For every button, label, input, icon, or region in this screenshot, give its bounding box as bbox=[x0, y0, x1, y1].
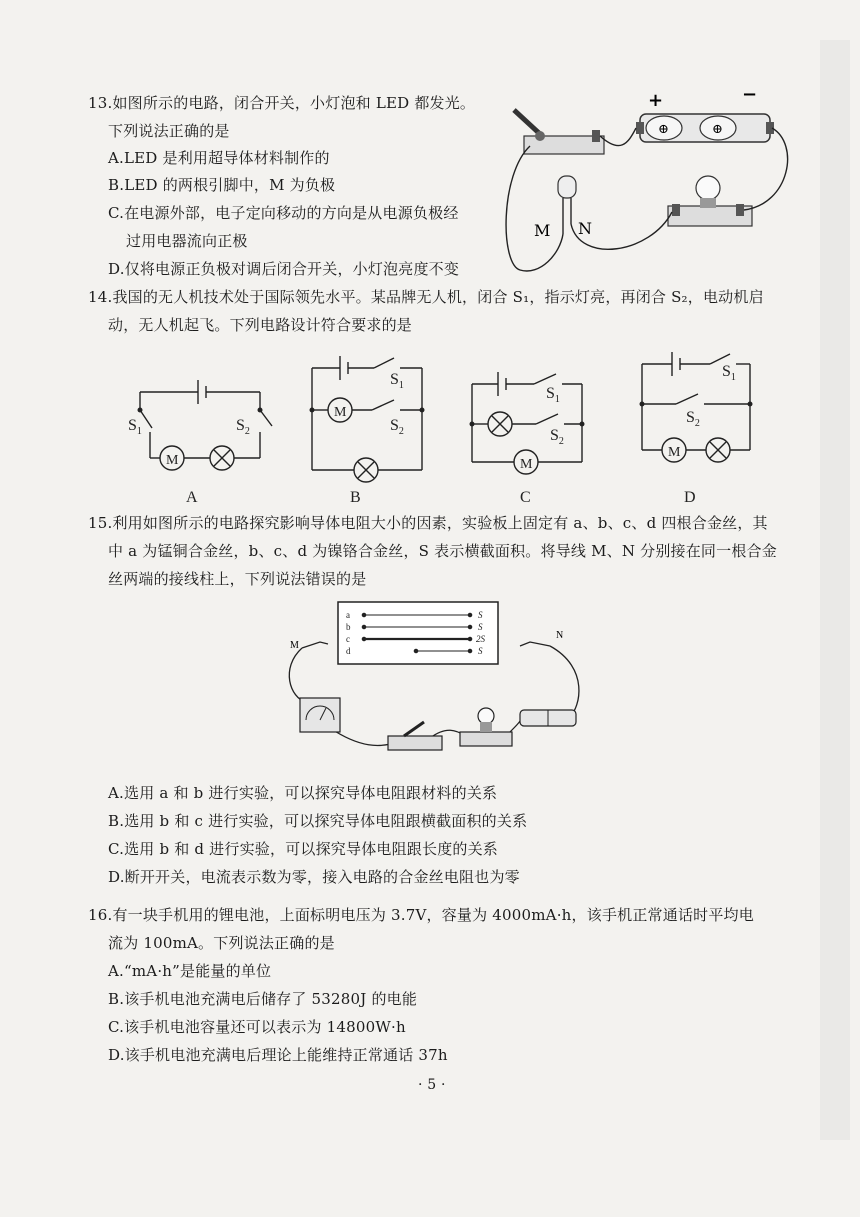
q16-option-a: A.“mA·h”是能量的单位 bbox=[108, 962, 272, 980]
q13-stem-line1: 13.如图所示的电路，闭合开关，小灯泡和 LED 都发光。 bbox=[88, 94, 476, 112]
q13-option-b: B.LED 的两根引脚中，M 为负极 bbox=[108, 176, 336, 194]
q14-label-b: B bbox=[350, 489, 361, 506]
q14-stem-line2: 动，无人机起飞。下列电路设计符合要求的是 bbox=[108, 316, 413, 334]
q15-stem-line1: 15.利用如图所示的电路探究影响导体电阻大小的因素，实验板上固定有 a、b、c、d 四根合金丝，其 bbox=[88, 514, 768, 532]
wire-c-area: 2S bbox=[476, 634, 485, 644]
battery-plus-mark-1: ⊕ bbox=[658, 122, 669, 137]
switch-hinge bbox=[535, 131, 545, 141]
q14-stem-line1: 14.我国的无人机技术处于国际领先水平。某品牌无人机，闭合 S₁，指示灯亮，再闭合 S₂，电动机启 bbox=[88, 288, 764, 306]
q15-option-d: D.断开开关，电流表示数为零，接入电路的合金丝电阻也为零 bbox=[108, 868, 520, 886]
q14-label-d: D bbox=[684, 489, 696, 506]
q16-stem-line1: 16.有一块手机用的锂电池，上面标明电压为 3.7V，容量为 4000mA·h，该手机正常通话时平均电 bbox=[88, 906, 754, 924]
a-s2-label: $S_2$ bbox=[236, 417, 250, 437]
q13-stem-line2: 下列说法正确的是 bbox=[108, 122, 230, 140]
page-number: · 5 · bbox=[418, 1077, 446, 1093]
wire-m-ammeter bbox=[289, 648, 306, 702]
led-body bbox=[558, 176, 576, 198]
clip-m bbox=[302, 642, 328, 648]
a-s1-label: $S_1$ bbox=[128, 417, 142, 437]
q13-option-c-line2: 过用电器流向正极 bbox=[126, 232, 248, 250]
alloy-wire-board bbox=[338, 602, 498, 664]
q15-option-b: B.选用 b 和 c 进行实验，可以探究导体电阻跟横截面积的关系 bbox=[108, 812, 528, 830]
motor-label-d: M bbox=[668, 445, 681, 460]
q14-label-c: C bbox=[520, 489, 531, 506]
wire-a-area: S bbox=[478, 610, 483, 620]
wire-b-label: b bbox=[346, 622, 351, 632]
wire-n-battery bbox=[550, 646, 579, 716]
battery-plus-mark-2: ⊕ bbox=[712, 122, 723, 137]
q16-stem-line2: 流为 100mA。下列说法正确的是 bbox=[108, 934, 335, 952]
lamp-socket-15 bbox=[480, 722, 492, 732]
q16-option-c: C.该手机电池容量还可以表示为 14800W·h bbox=[108, 1018, 406, 1036]
circuit-d bbox=[642, 352, 750, 462]
q13-option-c-line1: C.在电源外部，电子定向移动的方向是从电源负极经 bbox=[108, 204, 459, 222]
lamp-board bbox=[460, 732, 512, 746]
q15-stem-line3: 丝两端的接线柱上，下列说法错误的是 bbox=[108, 570, 367, 588]
wire-a-label: a bbox=[346, 610, 350, 620]
q13-option-a: A.LED 是利用超导体材料制作的 bbox=[108, 149, 330, 167]
clip-n-label: N bbox=[556, 630, 564, 641]
wire-b-area: S bbox=[478, 622, 483, 632]
battery-terminal-left bbox=[636, 122, 644, 134]
q13-circuit-figure bbox=[500, 84, 800, 280]
motor-label-b: M bbox=[334, 405, 347, 420]
lamp-bulb bbox=[696, 176, 720, 200]
q15-circuit-figure bbox=[280, 598, 600, 768]
wire-switch-led bbox=[506, 146, 563, 271]
ammeter bbox=[300, 698, 340, 732]
d-s1-label: $S_1$ bbox=[722, 363, 736, 383]
wire-d-label: d bbox=[346, 646, 351, 656]
q15-option-a: A.选用 a 和 b 进行实验，可以探究导体电阻跟材料的关系 bbox=[108, 784, 498, 802]
b-s2-label: $S_2$ bbox=[390, 417, 404, 437]
wire-switch-battery bbox=[600, 128, 636, 146]
q16-option-d: D.该手机电池充满电后理论上能维持正常通话 37h bbox=[108, 1046, 448, 1064]
led-m-label: M bbox=[534, 221, 551, 240]
clip-m-label: M bbox=[290, 640, 299, 651]
scan-edge-shadow bbox=[820, 40, 850, 1140]
switch-terminal bbox=[592, 130, 600, 142]
motor-label-c: M bbox=[520, 457, 533, 472]
switch-board bbox=[388, 736, 442, 750]
wire-d-area: S bbox=[478, 646, 483, 656]
q14-label-a: A bbox=[186, 489, 198, 506]
q14-circuits-figure bbox=[110, 340, 770, 510]
wire-c-label: c bbox=[346, 634, 350, 644]
motor-label-a: M bbox=[166, 453, 179, 468]
switch-knife bbox=[404, 722, 424, 736]
q15-stem-line2: 中 a 为锰铜合金丝，b、c、d 为镍铬合金丝，S 表示横截面积。将导线 M、N 分别接在同一根合金 bbox=[108, 542, 777, 560]
b-s1-label: $S_1$ bbox=[390, 371, 404, 391]
d-s2-label: $S_2$ bbox=[686, 409, 700, 429]
lamp-bulb-15 bbox=[478, 708, 494, 724]
circuit-b bbox=[312, 356, 422, 482]
c-s2-label: $S_2$ bbox=[550, 427, 564, 447]
switch-lever bbox=[514, 110, 540, 134]
lamp-terminal-right bbox=[736, 204, 744, 216]
lamp-socket bbox=[700, 198, 716, 208]
led-n-label: N bbox=[578, 219, 592, 238]
battery-minus-label: − bbox=[742, 84, 758, 105]
clip-n bbox=[520, 642, 550, 646]
battery-plus-label: + bbox=[648, 90, 664, 111]
lamp-terminal-left bbox=[672, 204, 680, 216]
circuit-a bbox=[140, 380, 272, 470]
q16-option-b: B.该手机电池充满电后储存了 53280J 的电能 bbox=[108, 990, 418, 1008]
c-s1-label: $S_1$ bbox=[546, 385, 560, 405]
q13-option-d: D.仅将电源正负极对调后闭合开关，小灯泡亮度不变 bbox=[108, 260, 460, 278]
q15-option-c: C.选用 b 和 d 进行实验，可以探究导体电阻跟长度的关系 bbox=[108, 840, 498, 858]
